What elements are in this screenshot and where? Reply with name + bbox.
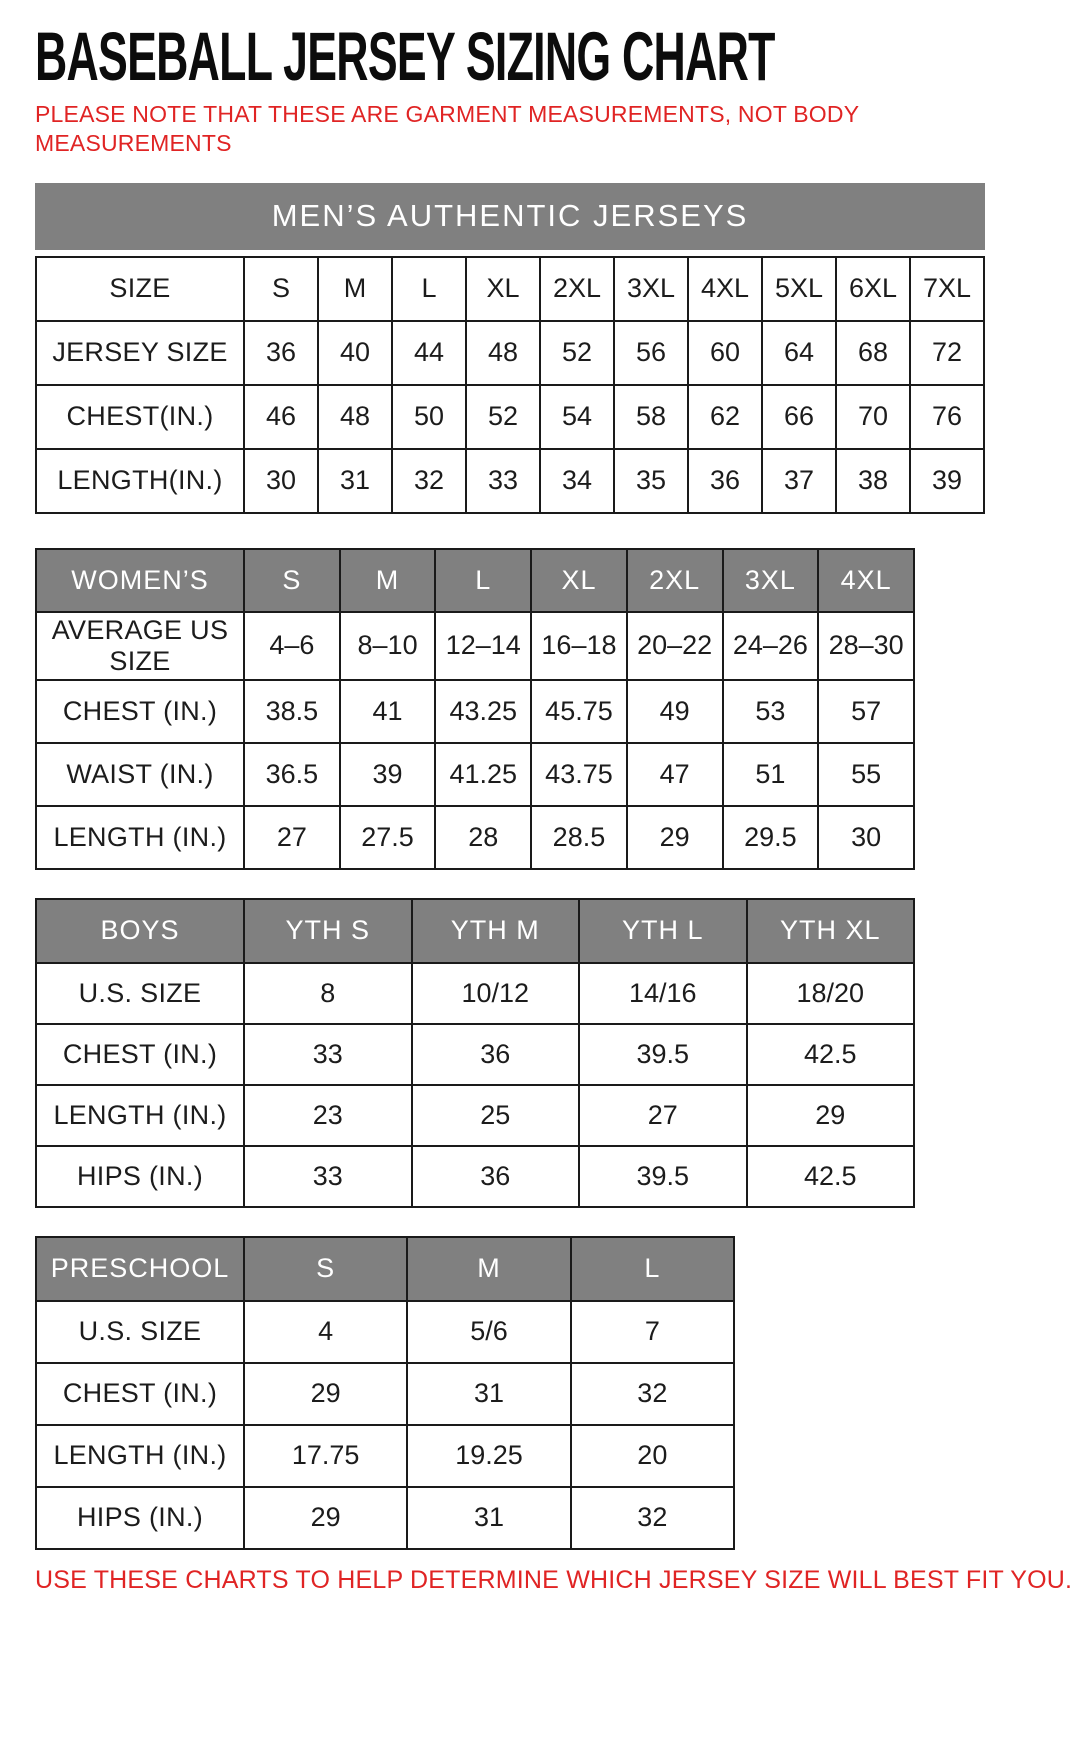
value-cell: 7XL: [910, 257, 984, 321]
value-cell: 36: [412, 1146, 580, 1207]
value-cell: 34: [540, 449, 614, 513]
table-row: [36, 1024, 914, 1085]
table-header-label: PRESCHOOL: [36, 1237, 244, 1301]
page-title-text: BASEBALL JERSEY SIZING CHART: [35, 19, 775, 96]
table-row: [36, 1487, 734, 1549]
value-cell: 36.5: [244, 743, 340, 806]
table-row: [36, 257, 984, 321]
value-cell: 33: [244, 1024, 412, 1085]
value-cell: 8–10: [340, 612, 436, 680]
column-header: 3XL: [723, 549, 819, 612]
value-cell: 49: [627, 680, 723, 743]
value-cell: 28–30: [818, 612, 914, 680]
footer-note: USE THESE CHARTS TO HELP DETERMINE WHICH JERSEY SIZE WILL BEST FIT YOU.: [35, 1565, 1073, 1594]
value-cell: 8: [244, 963, 412, 1024]
value-cell: 25: [412, 1085, 580, 1146]
value-cell: 23: [244, 1085, 412, 1146]
value-cell: 39: [910, 449, 984, 513]
table-header-row: [36, 899, 914, 963]
value-cell: 43.25: [435, 680, 531, 743]
value-cell: 18/20: [747, 963, 915, 1024]
row-label: CHEST (IN.): [36, 1363, 244, 1425]
value-cell: 50: [392, 385, 466, 449]
column-header: L: [571, 1237, 734, 1301]
column-header: L: [435, 549, 531, 612]
value-cell: 10/12: [412, 963, 580, 1024]
table-row: [36, 385, 984, 449]
value-cell: 30: [244, 449, 318, 513]
column-header: YTH XL: [747, 899, 915, 963]
value-cell: 33: [244, 1146, 412, 1207]
mens-table-title: MEN’S AUTHENTIC JERSEYS: [271, 198, 749, 234]
table-header-row: [36, 1237, 734, 1301]
table-row: [36, 321, 984, 385]
value-cell: 56: [614, 321, 688, 385]
value-cell: 38: [836, 449, 910, 513]
column-header: 2XL: [627, 549, 723, 612]
value-cell: 70: [836, 385, 910, 449]
table-row: [36, 1146, 914, 1207]
value-cell: 31: [407, 1487, 570, 1549]
value-cell: M: [318, 257, 392, 321]
row-label: HIPS (IN.): [36, 1146, 244, 1207]
value-cell: 62: [688, 385, 762, 449]
column-header: YTH L: [579, 899, 747, 963]
row-label: AVERAGE US SIZE: [36, 612, 244, 680]
value-cell: 27: [244, 806, 340, 869]
row-label: WAIST (IN.): [36, 743, 244, 806]
value-cell: 29.5: [723, 806, 819, 869]
value-cell: 29: [244, 1487, 407, 1549]
table-row: [36, 612, 914, 680]
value-cell: 57: [818, 680, 914, 743]
table-header-row: [36, 549, 914, 612]
column-header: M: [340, 549, 436, 612]
value-cell: 42.5: [747, 1146, 915, 1207]
row-label: JERSEY SIZE: [36, 321, 244, 385]
value-cell: 47: [627, 743, 723, 806]
value-cell: 55: [818, 743, 914, 806]
value-cell: 37: [762, 449, 836, 513]
table-row: [36, 806, 914, 869]
value-cell: 68: [836, 321, 910, 385]
value-cell: 5XL: [762, 257, 836, 321]
value-cell: 41: [340, 680, 436, 743]
value-cell: 48: [318, 385, 392, 449]
value-cell: 33: [466, 449, 540, 513]
value-cell: 64: [762, 321, 836, 385]
value-cell: 39.5: [579, 1146, 747, 1207]
value-cell: 53: [723, 680, 819, 743]
value-cell: 7: [571, 1301, 734, 1363]
table-row: [36, 1363, 734, 1425]
value-cell: 36: [244, 321, 318, 385]
row-label: U.S. SIZE: [36, 1301, 244, 1363]
table-row: [36, 1085, 914, 1146]
value-cell: 32: [392, 449, 466, 513]
value-cell: 54: [540, 385, 614, 449]
row-label: LENGTH (IN.): [36, 1085, 244, 1146]
value-cell: 52: [540, 321, 614, 385]
row-label: CHEST (IN.): [36, 680, 244, 743]
value-cell: 52: [466, 385, 540, 449]
table-row: [36, 680, 914, 743]
value-cell: 27: [579, 1085, 747, 1146]
value-cell: 14/16: [579, 963, 747, 1024]
value-cell: 27.5: [340, 806, 436, 869]
row-label: SIZE: [36, 257, 244, 321]
preschool-sizing-table: [35, 1236, 735, 1550]
mens-sizing-table: [35, 256, 985, 514]
value-cell: 51: [723, 743, 819, 806]
table-row: [36, 1425, 734, 1487]
value-cell: 76: [910, 385, 984, 449]
value-cell: 20–22: [627, 612, 723, 680]
boys-sizing-table: [35, 898, 915, 1208]
value-cell: 4: [244, 1301, 407, 1363]
value-cell: 4–6: [244, 612, 340, 680]
column-header: YTH M: [412, 899, 580, 963]
value-cell: 38.5: [244, 680, 340, 743]
value-cell: 35: [614, 449, 688, 513]
value-cell: 46: [244, 385, 318, 449]
table-row: [36, 449, 984, 513]
value-cell: 28.5: [531, 806, 627, 869]
value-cell: 29: [627, 806, 723, 869]
page-title: [35, 19, 1042, 96]
value-cell: 60: [688, 321, 762, 385]
value-cell: 72: [910, 321, 984, 385]
value-cell: 17.75: [244, 1425, 407, 1487]
row-label: CHEST(IN.): [36, 385, 244, 449]
value-cell: 19.25: [407, 1425, 570, 1487]
value-cell: 43.75: [531, 743, 627, 806]
value-cell: XL: [466, 257, 540, 321]
value-cell: 45.75: [531, 680, 627, 743]
row-label: LENGTH(IN.): [36, 449, 244, 513]
value-cell: 30: [818, 806, 914, 869]
value-cell: 36: [412, 1024, 580, 1085]
value-cell: 39: [340, 743, 436, 806]
value-cell: 66: [762, 385, 836, 449]
value-cell: 6XL: [836, 257, 910, 321]
value-cell: 36: [688, 449, 762, 513]
column-header: 4XL: [818, 549, 914, 612]
value-cell: 32: [571, 1363, 734, 1425]
value-cell: 3XL: [614, 257, 688, 321]
value-cell: 29: [747, 1085, 915, 1146]
table-row: [36, 963, 914, 1024]
value-cell: 24–26: [723, 612, 819, 680]
mens-table-banner: [35, 183, 985, 250]
value-cell: 58: [614, 385, 688, 449]
value-cell: 48: [466, 321, 540, 385]
womens-sizing-table: [35, 548, 915, 870]
value-cell: 28: [435, 806, 531, 869]
value-cell: 31: [407, 1363, 570, 1425]
row-label: CHEST (IN.): [36, 1024, 244, 1085]
row-label: U.S. SIZE: [36, 963, 244, 1024]
value-cell: 41.25: [435, 743, 531, 806]
value-cell: L: [392, 257, 466, 321]
value-cell: 2XL: [540, 257, 614, 321]
column-header: S: [244, 1237, 407, 1301]
value-cell: 12–14: [435, 612, 531, 680]
value-cell: 39.5: [579, 1024, 747, 1085]
row-label: LENGTH (IN.): [36, 806, 244, 869]
table-header-label: WOMEN’S: [36, 549, 244, 612]
table-row: [36, 743, 914, 806]
value-cell: 29: [244, 1363, 407, 1425]
value-cell: 5/6: [407, 1301, 570, 1363]
value-cell: 40: [318, 321, 392, 385]
value-cell: 20: [571, 1425, 734, 1487]
column-header: S: [244, 549, 340, 612]
value-cell: S: [244, 257, 318, 321]
value-cell: 31: [318, 449, 392, 513]
column-header: M: [407, 1237, 570, 1301]
garment-measurements-note: PLEASE NOTE THAT THESE ARE GARMENT MEASUREMENTS, NOT BODY MEASUREMENTS: [35, 101, 859, 157]
column-header: XL: [531, 549, 627, 612]
table-header-label: BOYS: [36, 899, 244, 963]
value-cell: 44: [392, 321, 466, 385]
value-cell: 4XL: [688, 257, 762, 321]
table-row: [36, 1301, 734, 1363]
value-cell: 32: [571, 1487, 734, 1549]
row-label: LENGTH (IN.): [36, 1425, 244, 1487]
value-cell: 42.5: [747, 1024, 915, 1085]
row-label: HIPS (IN.): [36, 1487, 244, 1549]
value-cell: 16–18: [531, 612, 627, 680]
column-header: YTH S: [244, 899, 412, 963]
